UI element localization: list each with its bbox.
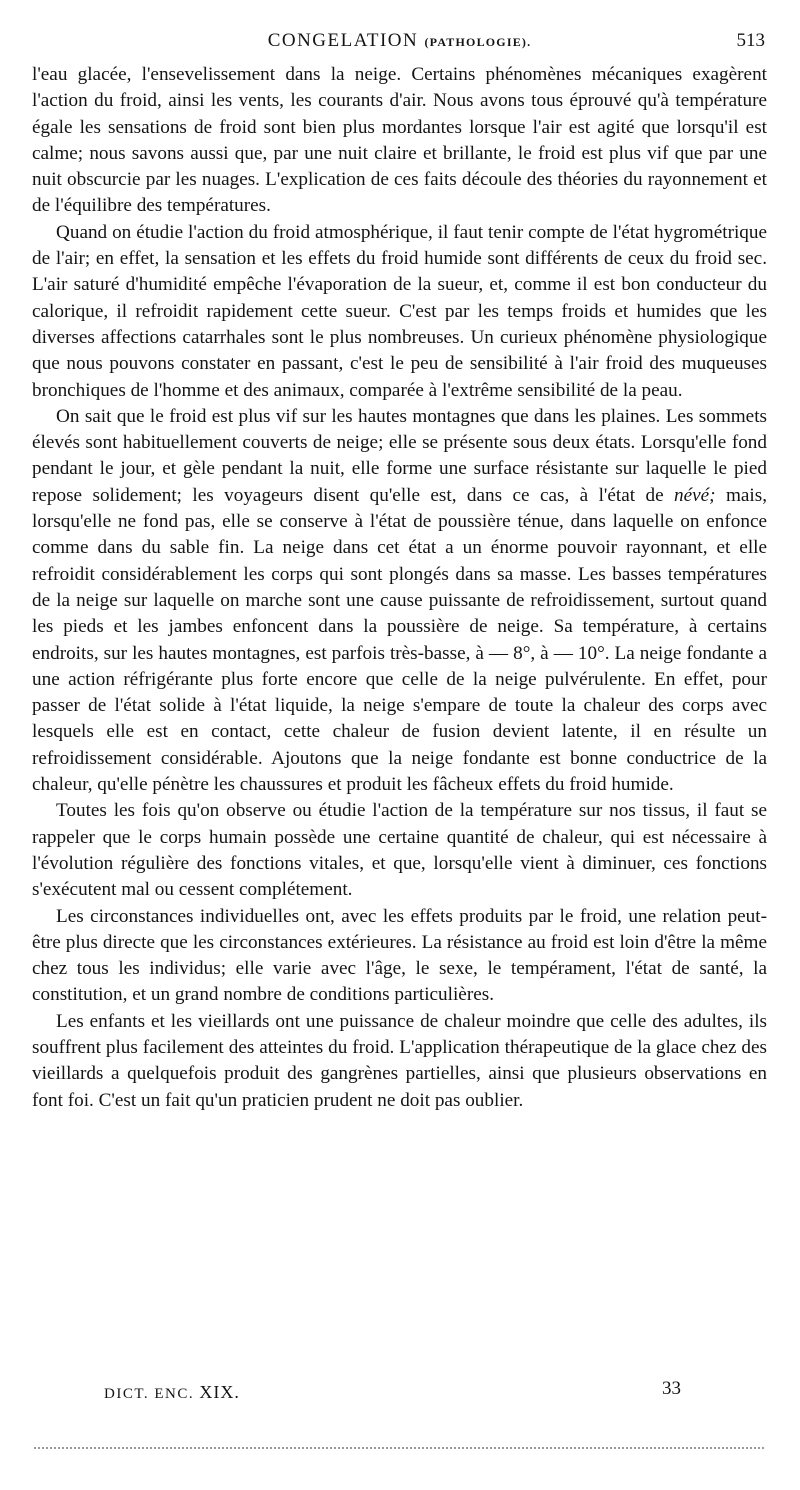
paragraph: Toutes les fois qu'on observe ou étudie l'action de la température sur nos tissus, il faut se rappeler que le corps humain possède une certaine quantité de chaleur, qui est nécessaire à l'évolution régulière des fonctions vitales, et que, lorsqu'elle vient à diminuer, ces fonctions s'exécutent mal ou cessent complétement. [32,800,767,901]
signature-text: DICT. ENC. [104,1386,195,1402]
paragraph: l'eau glacée, l'ensevelissement dans la neige. Certains phénomènes mécaniques exagèrent l'action du froid, ainsi les vents, les courants d'air. Nous avons tous éprouvé qu'à température égale les sensations de froid sont bien plus mordantes lorsque l'air est agité que lorsqu'il est calme; nous savons aussi que, par une nuit claire et brillante, le froid est plus vif que par une nuit obscurcie par les nuages. L'explication de ces faits découle des théories du rayonnement et de l'équilibre des températures. [32,64,767,217]
running-subtitle: (PATHOLOGIE). [424,35,532,49]
sheet-number: 33 [662,1378,681,1399]
page-number: 513 [736,30,765,51]
italic-term: névé; [674,484,716,506]
volume-number: XIX. [199,1382,240,1402]
signature-mark [104,1382,240,1403]
running-title [32,30,767,52]
bottom-dotted-rule [34,1447,764,1449]
running-title-text: CONGELATION [267,30,419,51]
article-body [32,62,767,1114]
paragraph: On sait que le froid est plus vif sur les hautes montagnes que dans les plaines. Les sommets élevés sont habituellement couverts de neige; elle se présente sous deux états. Lorsqu'elle fond pendant le jour, et gèle pendant la nuit, elle forme une surface résistante sur laquelle le pied repose solidement; les voyageurs disent qu'elle est, dans ce cas, à l'état de névé; mais, lorsqu'elle ne fond pas, elle se conserve à l'état de poussière ténue, dans laquelle on enfonce comme dans du sable fin. La neige dans cet état a un énorme pouvoir rayonnant, et elle refroidit considérablement les corps qui sont plongés dans sa masse. Les basses températures de la neige sur laquelle on marche sont une cause puissante de refroidissement, surtout quand les pieds et les jambes enfoncent dans la poussière de neige. Sa température, à certains endroits, sur les hautes montagnes, est parfois très-basse, à — 8°, à — 10°. La neige fondante a une action réfrigérante plus forte encore que celle de la neige pulvérulente. En effet, pour passer de l'état solide à l'état liquide, la neige s'empare de toute la chaleur des corps avec lesquels elle est en contact, cette chaleur de fusion devient latente, il en résulte un refroidissement considérable. Ajoutons que la neige fondante est bonne conductrice de la chaleur, qu'elle pénètre les chaussures et produit les fâcheux effets du froid humide. [32,405,767,796]
paragraph: Quand on étudie l'action du froid atmosphérique, il faut tenir compte de l'état hygrométrique de l'air; en effet, la sensation et les effets du froid humide sont différents de ceux du froid sec. L'air saturé d'humidité empêche l'évaporation de la sueur, et, comme il est bon conducteur du calorique, il refroidit rapidement cette sueur. C'est par les temps froids et humides que les diverses affections catarrhales sont le plus nombreuses. Un curieux phénomène physiologique que nous pouvons constater en passant, c'est le peu de sensibilité à l'air froid des muqueuses bronchiques de l'homme et des animaux, comparée à l'extrême sensibilité de la peau. [32,221,767,401]
page-footer [32,1378,767,1408]
paragraph: Les circonstances individuelles ont, avec les effets produits par le froid, une relation peut-être plus directe que les circonstances extérieures. La résistance au froid est loin d'être la même chez tous les individus; elle varie avec l'âge, le sexe, le tempérament, l'état de santé, la constitution, et un grand nombre de conditions particulières. [32,905,767,1006]
running-header [32,28,767,58]
paragraph: Les enfants et les vieillards ont une puissance de chaleur moindre que celle des adultes, ils souffrent plus facilement des atteintes du froid. L'application thérapeutique de la glace chez des vieillards a quelquefois produit des gangrènes partielles, ainsi que plusieurs observations en font foi. C'est un fait qu'un praticien prudent ne doit pas oublier. [32,1010,767,1111]
